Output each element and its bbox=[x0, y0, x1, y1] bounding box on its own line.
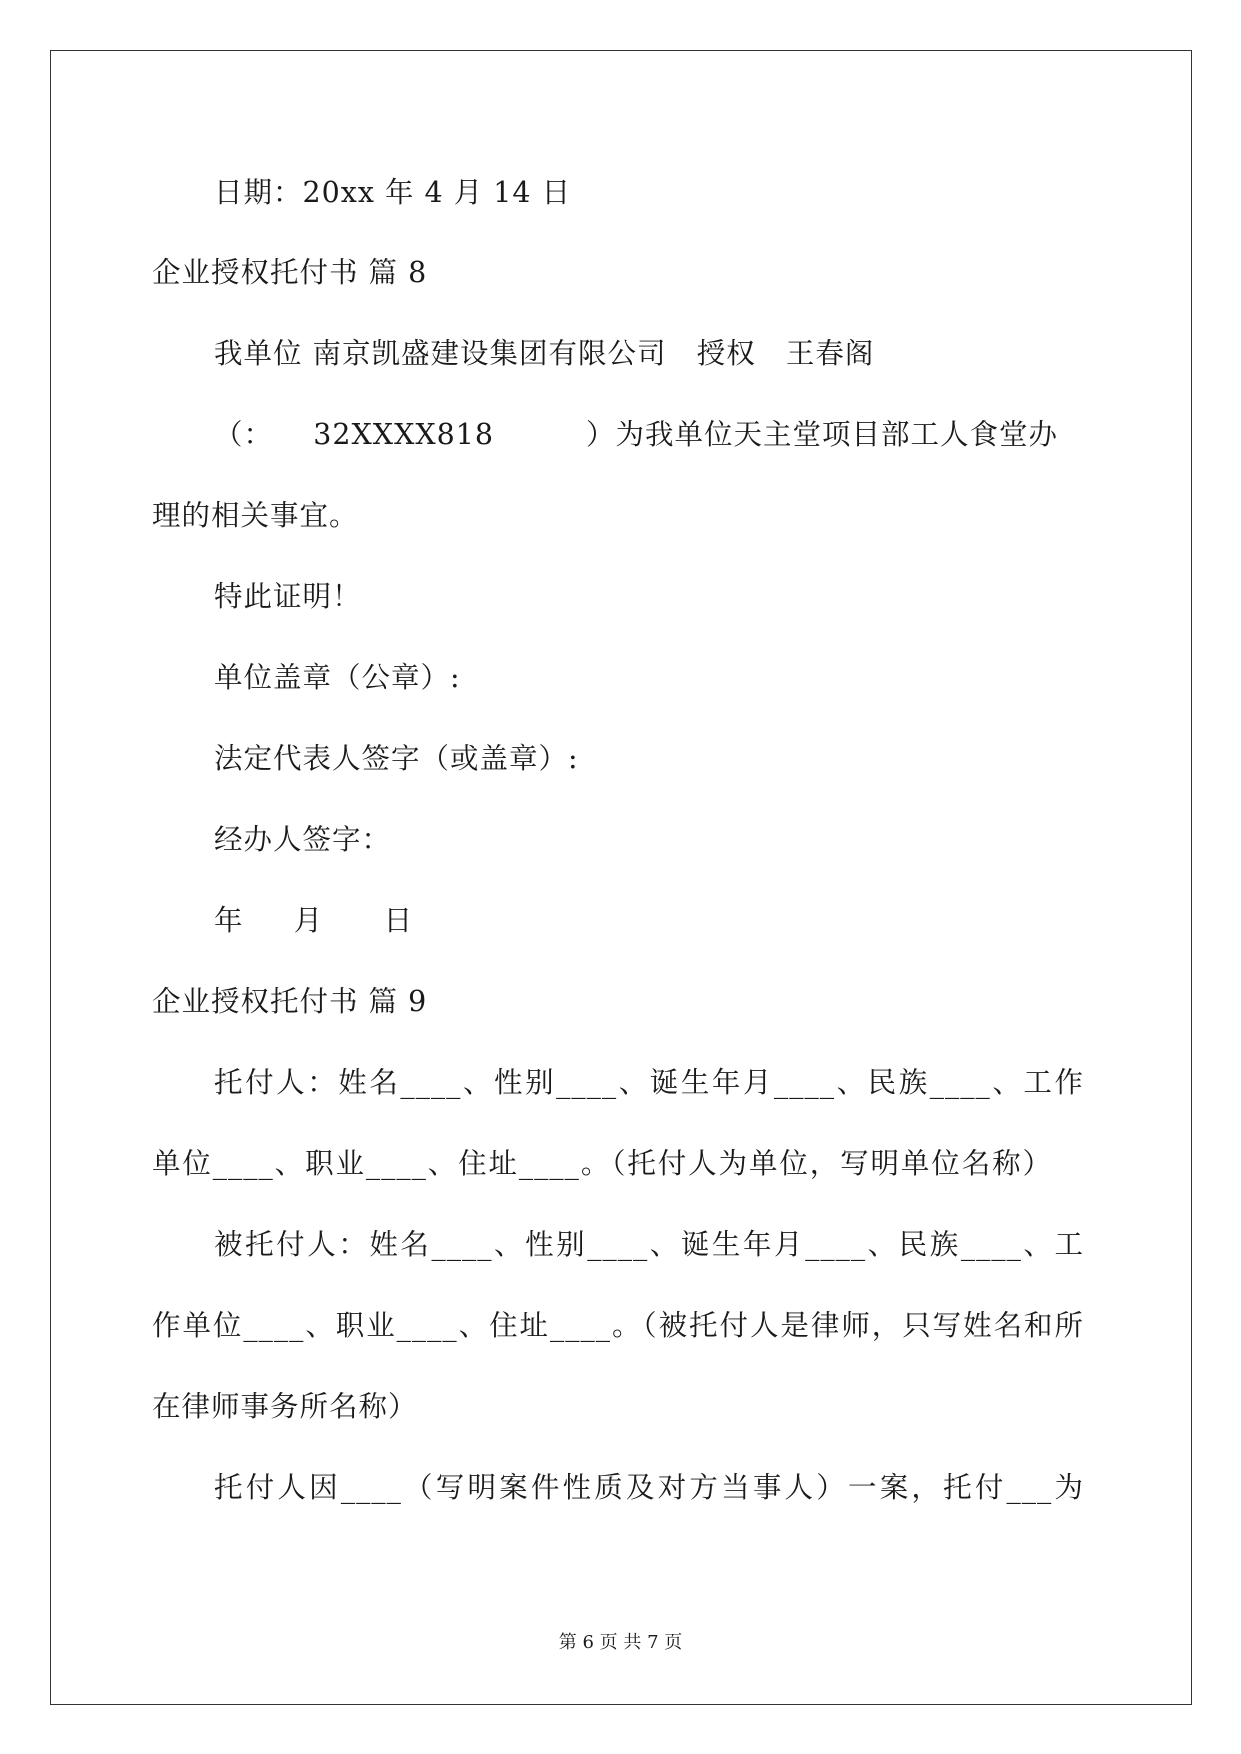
id-number-line: （： 32XXXX818 bbox=[214, 418, 495, 451]
id-number-line-end: ）为我单位天主堂项目部工人食堂办 bbox=[586, 418, 1059, 451]
agent-line-2: 作单位____、职业____、住址____。（被托付人是律师，只写姓名和所 bbox=[152, 1309, 1084, 1342]
page-number-footer: 第 6 页 共 7 页 bbox=[558, 1632, 683, 1653]
page-border bbox=[50, 50, 1192, 1705]
legal-rep-signature-line: 法定代表人签字（或盖章）: bbox=[214, 742, 579, 775]
agent-line-1: 被托付人：姓名____、性别____、诞生年月____、民族____、工 bbox=[214, 1228, 1084, 1261]
section-heading-9: 企业授权托付书 篇 9 bbox=[152, 985, 428, 1018]
agent-line-3: 在律师事务所名称） bbox=[152, 1390, 418, 1423]
section-heading-8: 企业授权托付书 篇 8 bbox=[152, 256, 428, 289]
handler-signature-line: 经办人签字： bbox=[214, 823, 392, 856]
authorization-line: 我单位 南京凯盛建设集团有限公司 授权 王春阁 bbox=[214, 337, 875, 370]
date-line: 日期：20xx 年 4 月 14 日 bbox=[214, 176, 572, 209]
case-line: 托付人因____（写明案件性质及对方当事人）一案，托付___为 bbox=[214, 1471, 1084, 1504]
date-blank-line: 年 月 日 bbox=[214, 904, 414, 937]
unit-seal-line: 单位盖章（公章）: bbox=[214, 661, 461, 694]
matters-line: 理的相关事宜。 bbox=[152, 499, 359, 532]
principal-line-2: 单位____、职业____、住址____。（托付人为单位，写明单位名称） bbox=[152, 1147, 1052, 1180]
certify-line: 特此证明！ bbox=[214, 580, 362, 613]
principal-line-1: 托付人：姓名____、性别____、诞生年月____、民族____、工作 bbox=[214, 1066, 1084, 1099]
